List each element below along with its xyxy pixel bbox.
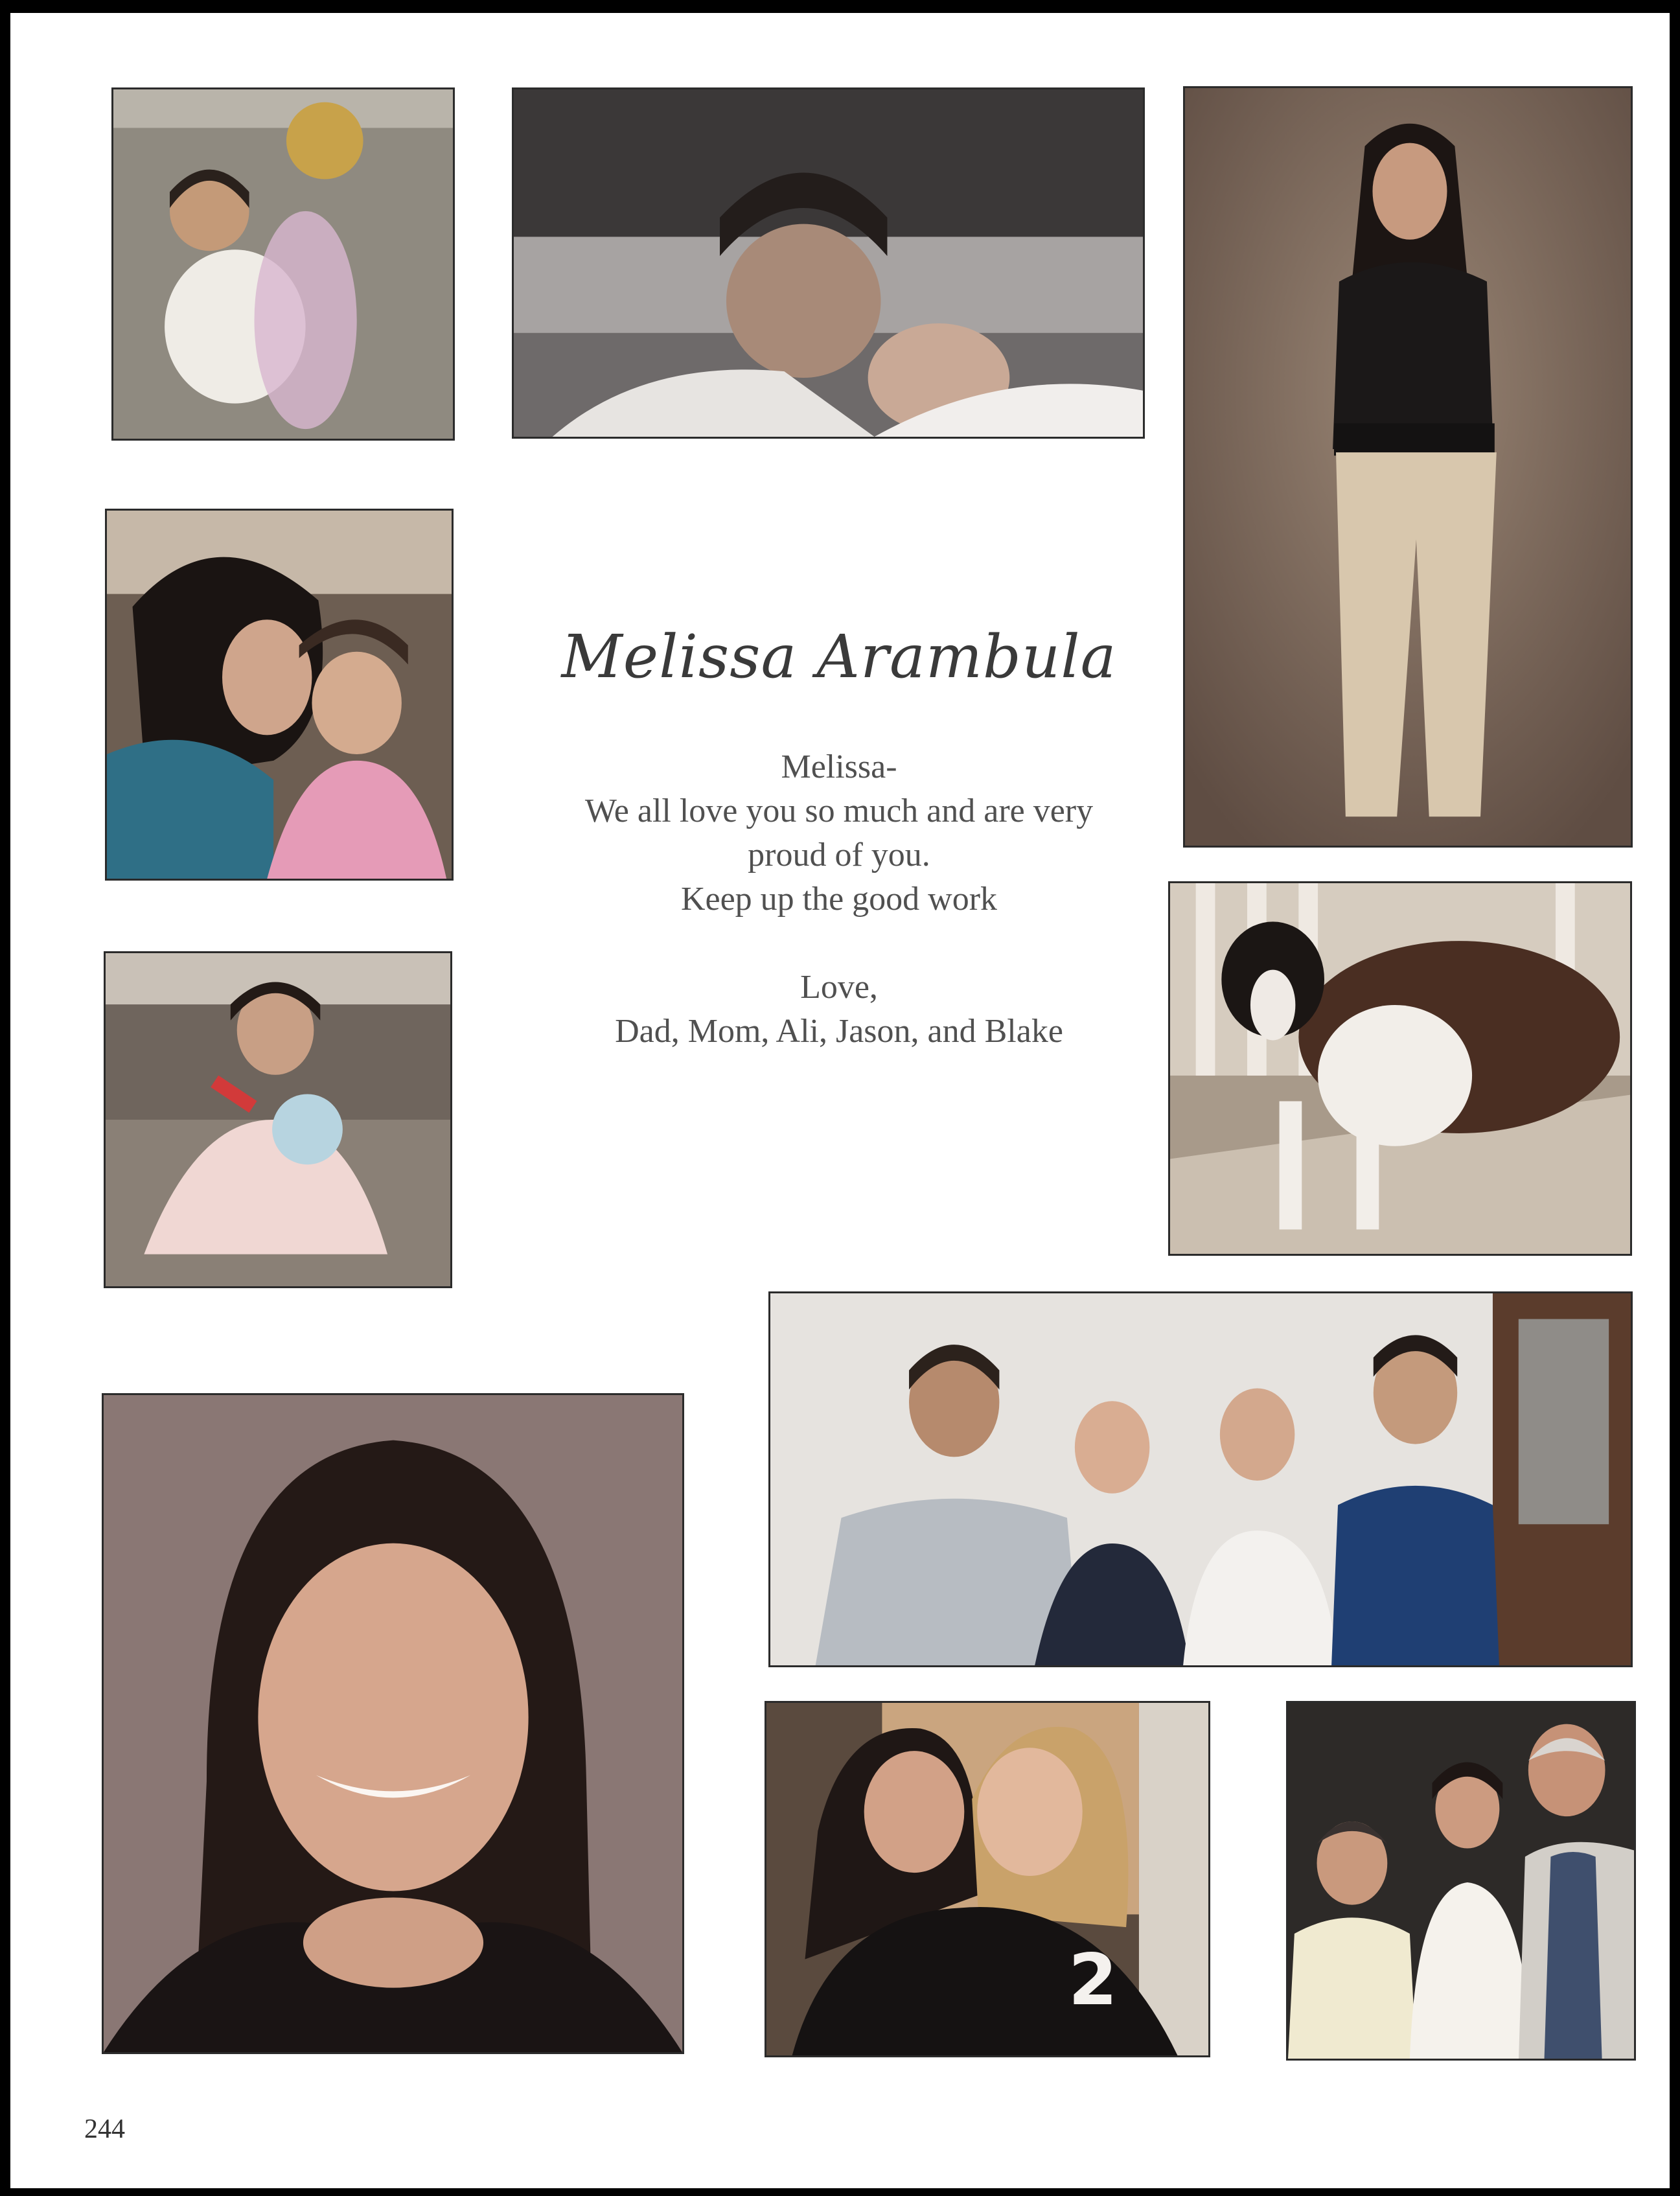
svg-text:2: 2 bbox=[1068, 1938, 1118, 2021]
message-line: Keep up the good work bbox=[680, 881, 998, 918]
photo-baby-with-gift-basket bbox=[111, 87, 455, 441]
photo-group-of-four bbox=[768, 1291, 1633, 1667]
photo-two-friends-hugging bbox=[765, 1701, 1210, 2057]
photo-with-grandparents bbox=[1286, 1701, 1636, 2061]
page-number: 244 bbox=[84, 2114, 125, 2144]
photo-headshot-portrait bbox=[102, 1393, 684, 2054]
message-line: proud of you. bbox=[748, 837, 930, 873]
tribute-message bbox=[492, 745, 1186, 1054]
photo-father-and-daughter bbox=[512, 87, 1145, 439]
photo-dog-on-deck bbox=[1168, 881, 1632, 1256]
message-closing: Love, bbox=[800, 969, 878, 1006]
photo-toddler-with-ball bbox=[104, 951, 452, 1288]
message-signature: Dad, Mom, Ali, Jason, and Blake bbox=[615, 1013, 1063, 1050]
page-title: Melissa Arambula bbox=[561, 622, 1117, 691]
message-line: We all love you so much and are very bbox=[584, 792, 1094, 829]
photo-mother-and-baby bbox=[105, 509, 454, 881]
message-salutation: Melissa- bbox=[781, 748, 897, 785]
photo-standing-portrait bbox=[1183, 86, 1633, 848]
